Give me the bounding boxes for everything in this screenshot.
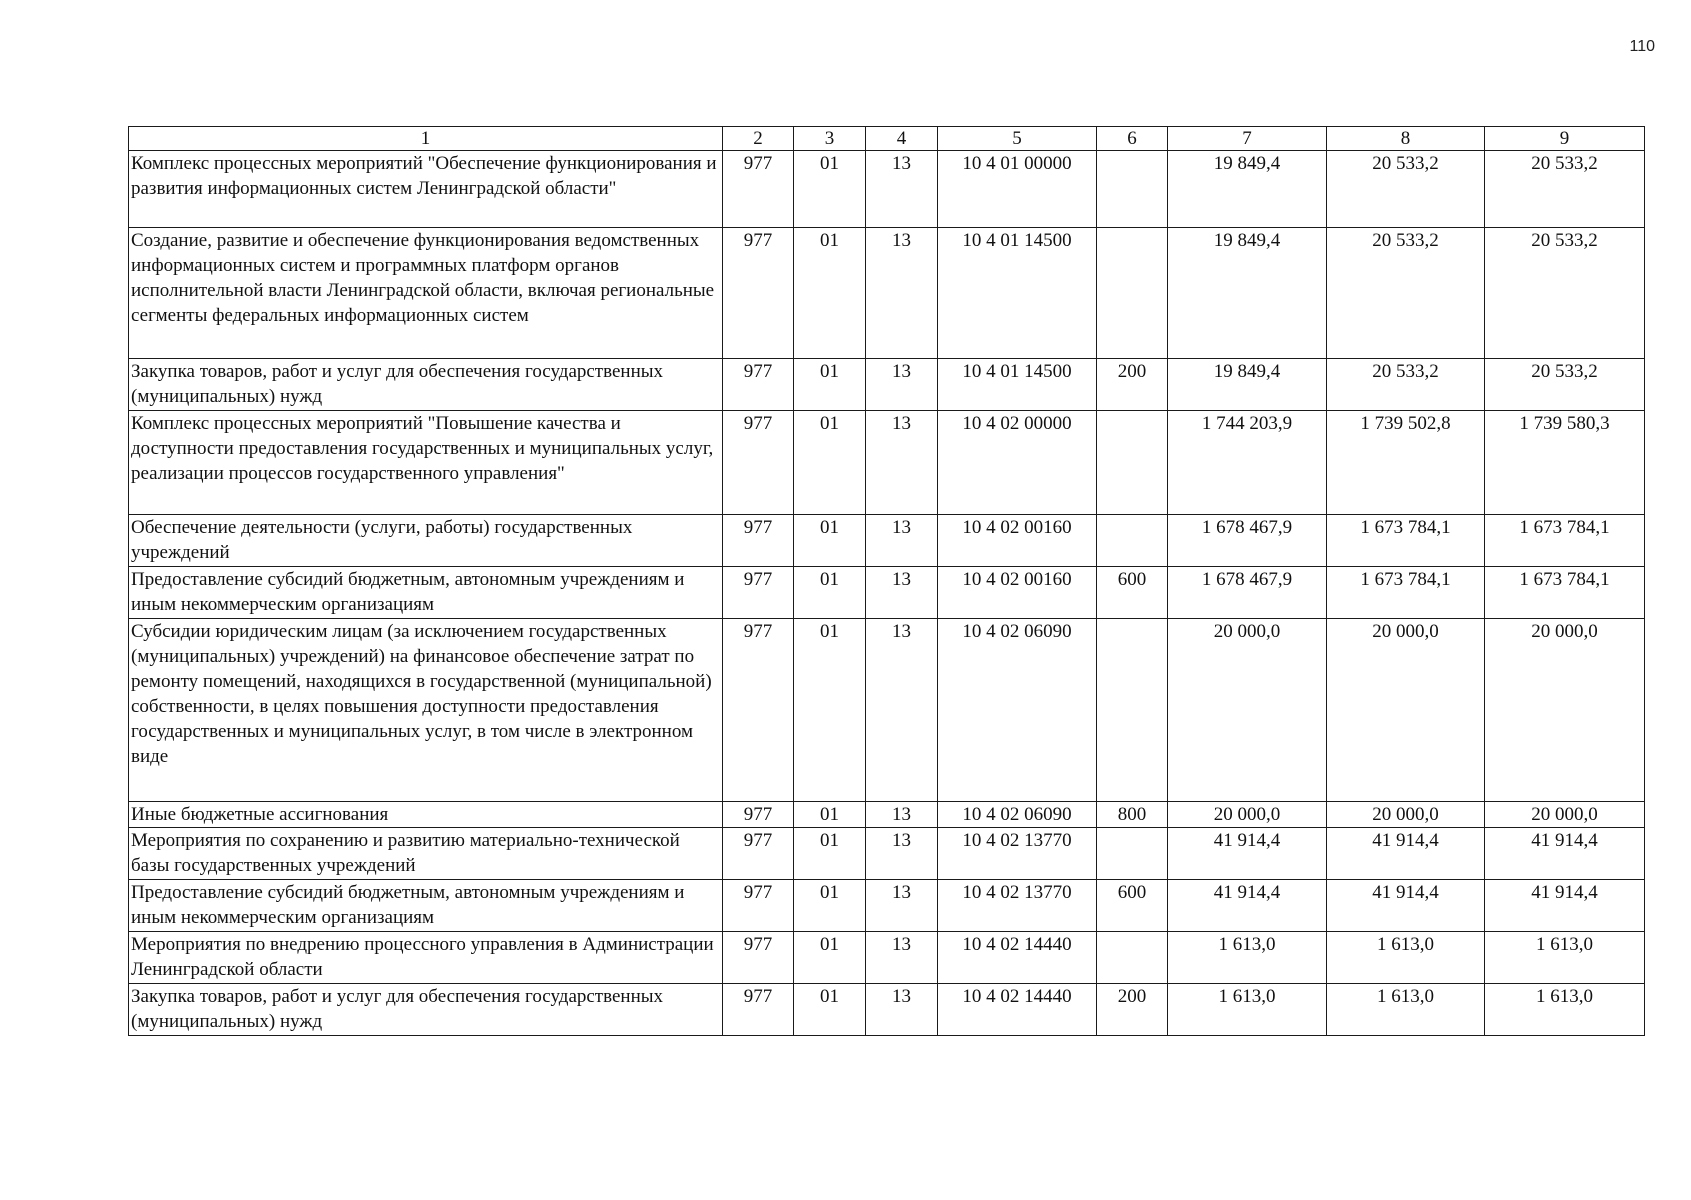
row-name: Мероприятия по сохранению и развитию материально-технической базы государственных учреждений [129,828,723,880]
cell-col-2: 977 [723,984,794,1036]
row-name: Создание, развитие и обеспечение функционирования ведомственных информационных систем и программных платформ органов исполнительной власти Ленинградской области, включая региональные сегменты федеральных информационных систем [129,228,723,359]
cell-col-2: 977 [723,802,794,828]
header-cell: 6 [1097,127,1168,151]
cell-col-3: 01 [794,567,866,619]
row-name: Комплекс процессных мероприятий "Повышение качества и доступности предоставления государственных и муниципальных услуг, реализации процессов государственного управления" [129,411,723,515]
table-row [129,411,1645,515]
cell-col-9: 20 000,0 [1485,619,1645,802]
cell-col-4: 13 [866,880,938,932]
cell-col-2: 977 [723,228,794,359]
cell-col-6 [1097,228,1168,359]
cell-col-3: 01 [794,619,866,802]
row-name: Мероприятия по внедрению процессного управления в Администрации Ленинградской области [129,932,723,984]
table-row [129,567,1645,619]
cell-col-6: 200 [1097,984,1168,1036]
header-row [129,127,1645,151]
cell-col-7: 20 000,0 [1168,802,1327,828]
cell-col-7: 19 849,4 [1168,151,1327,228]
cell-col-5: 10 4 01 14500 [938,359,1097,411]
cell-col-3: 01 [794,880,866,932]
cell-col-5: 10 4 02 14440 [938,984,1097,1036]
cell-col-8: 41 914,4 [1327,828,1485,880]
cell-col-8: 20 533,2 [1327,228,1485,359]
cell-col-4: 13 [866,619,938,802]
table-row [129,151,1645,228]
cell-col-5: 10 4 02 00160 [938,515,1097,567]
cell-col-3: 01 [794,984,866,1036]
cell-col-6 [1097,828,1168,880]
table-row [129,828,1645,880]
cell-col-9: 1 613,0 [1485,932,1645,984]
cell-col-4: 13 [866,567,938,619]
cell-col-6 [1097,932,1168,984]
row-name: Субсидии юридическим лицам (за исключением государственных (муниципальных) учреждений) на финансовое обеспечение затрат по ремонту помещений, находящихся в государственной (муниципальной) собственности, в целях повышения доступности предоставления государственных и муниципальных услуг, в том числе в электронном виде [129,619,723,802]
header-cell: 3 [794,127,866,151]
row-name: Закупка товаров, работ и услуг для обеспечения государственных (муниципальных) нужд [129,359,723,411]
cell-col-4: 13 [866,984,938,1036]
table-row [129,880,1645,932]
cell-col-5: 10 4 02 00000 [938,411,1097,515]
cell-col-5: 10 4 01 14500 [938,228,1097,359]
cell-col-3: 01 [794,932,866,984]
cell-col-8: 41 914,4 [1327,880,1485,932]
cell-col-3: 01 [794,515,866,567]
cell-col-2: 977 [723,515,794,567]
cell-col-4: 13 [866,802,938,828]
cell-col-6: 600 [1097,567,1168,619]
cell-col-6: 200 [1097,359,1168,411]
row-name: Предоставление субсидий бюджетным, автономным учреждениям и иным некоммерческим организациям [129,567,723,619]
cell-col-6 [1097,151,1168,228]
cell-col-4: 13 [866,515,938,567]
cell-col-3: 01 [794,411,866,515]
cell-col-2: 977 [723,880,794,932]
header-cell: 9 [1485,127,1645,151]
cell-col-8: 20 533,2 [1327,359,1485,411]
cell-col-5: 10 4 02 13770 [938,828,1097,880]
table-row [129,619,1645,802]
cell-col-9: 1 673 784,1 [1485,515,1645,567]
cell-col-8: 20 533,2 [1327,151,1485,228]
cell-col-5: 10 4 02 14440 [938,932,1097,984]
cell-col-5: 10 4 02 06090 [938,619,1097,802]
cell-col-9: 20 533,2 [1485,228,1645,359]
cell-col-8: 20 000,0 [1327,802,1485,828]
row-name: Закупка товаров, работ и услуг для обеспечения государственных (муниципальных) нужд [129,984,723,1036]
cell-col-2: 977 [723,411,794,515]
row-name: Предоставление субсидий бюджетным, автономным учреждениям и иным некоммерческим организациям [129,880,723,932]
table-row [129,802,1645,828]
cell-col-7: 19 849,4 [1168,359,1327,411]
cell-col-2: 977 [723,619,794,802]
cell-col-9: 1 673 784,1 [1485,567,1645,619]
cell-col-7: 41 914,4 [1168,880,1327,932]
table-row [129,984,1645,1036]
row-name: Комплекс процессных мероприятий "Обеспечение функционирования и развития информационных систем Ленинградской области" [129,151,723,228]
cell-col-9: 41 914,4 [1485,828,1645,880]
header-cell: 1 [129,127,723,151]
page-number: 110 [1629,38,1655,55]
cell-col-8: 1 613,0 [1327,932,1485,984]
header-cell: 2 [723,127,794,151]
cell-col-8: 1 613,0 [1327,984,1485,1036]
budget-table [128,126,1645,1036]
cell-col-7: 1 613,0 [1168,932,1327,984]
cell-col-6 [1097,619,1168,802]
cell-col-3: 01 [794,802,866,828]
cell-col-4: 13 [866,151,938,228]
header-cell: 5 [938,127,1097,151]
cell-col-4: 13 [866,932,938,984]
cell-col-9: 41 914,4 [1485,880,1645,932]
cell-col-2: 977 [723,151,794,228]
cell-col-6: 800 [1097,802,1168,828]
cell-col-5: 10 4 01 00000 [938,151,1097,228]
cell-col-9: 20 000,0 [1485,802,1645,828]
cell-col-8: 1 739 502,8 [1327,411,1485,515]
header-cell: 8 [1327,127,1485,151]
cell-col-4: 13 [866,359,938,411]
table-row [129,932,1645,984]
cell-col-3: 01 [794,359,866,411]
cell-col-7: 1 744 203,9 [1168,411,1327,515]
cell-col-6 [1097,411,1168,515]
cell-col-3: 01 [794,228,866,359]
cell-col-7: 41 914,4 [1168,828,1327,880]
cell-col-8: 20 000,0 [1327,619,1485,802]
cell-col-9: 20 533,2 [1485,359,1645,411]
header-cell: 4 [866,127,938,151]
cell-col-7: 20 000,0 [1168,619,1327,802]
cell-col-2: 977 [723,932,794,984]
cell-col-7: 1 613,0 [1168,984,1327,1036]
cell-col-5: 10 4 02 13770 [938,880,1097,932]
cell-col-7: 19 849,4 [1168,228,1327,359]
cell-col-5: 10 4 02 00160 [938,567,1097,619]
cell-col-4: 13 [866,828,938,880]
cell-col-8: 1 673 784,1 [1327,567,1485,619]
cell-col-5: 10 4 02 06090 [938,802,1097,828]
header-cell: 7 [1168,127,1327,151]
cell-col-3: 01 [794,151,866,228]
cell-col-2: 977 [723,828,794,880]
cell-col-2: 977 [723,567,794,619]
cell-col-4: 13 [866,411,938,515]
row-name: Иные бюджетные ассигнования [129,802,723,828]
cell-col-9: 20 533,2 [1485,151,1645,228]
cell-col-3: 01 [794,828,866,880]
table-row [129,228,1645,359]
cell-col-6 [1097,515,1168,567]
cell-col-7: 1 678 467,9 [1168,515,1327,567]
cell-col-2: 977 [723,359,794,411]
cell-col-4: 13 [866,228,938,359]
table-row [129,515,1645,567]
cell-col-7: 1 678 467,9 [1168,567,1327,619]
cell-col-9: 1 739 580,3 [1485,411,1645,515]
row-name: Обеспечение деятельности (услуги, работы) государственных учреждений [129,515,723,567]
cell-col-8: 1 673 784,1 [1327,515,1485,567]
cell-col-9: 1 613,0 [1485,984,1645,1036]
table-row [129,359,1645,411]
cell-col-6: 600 [1097,880,1168,932]
